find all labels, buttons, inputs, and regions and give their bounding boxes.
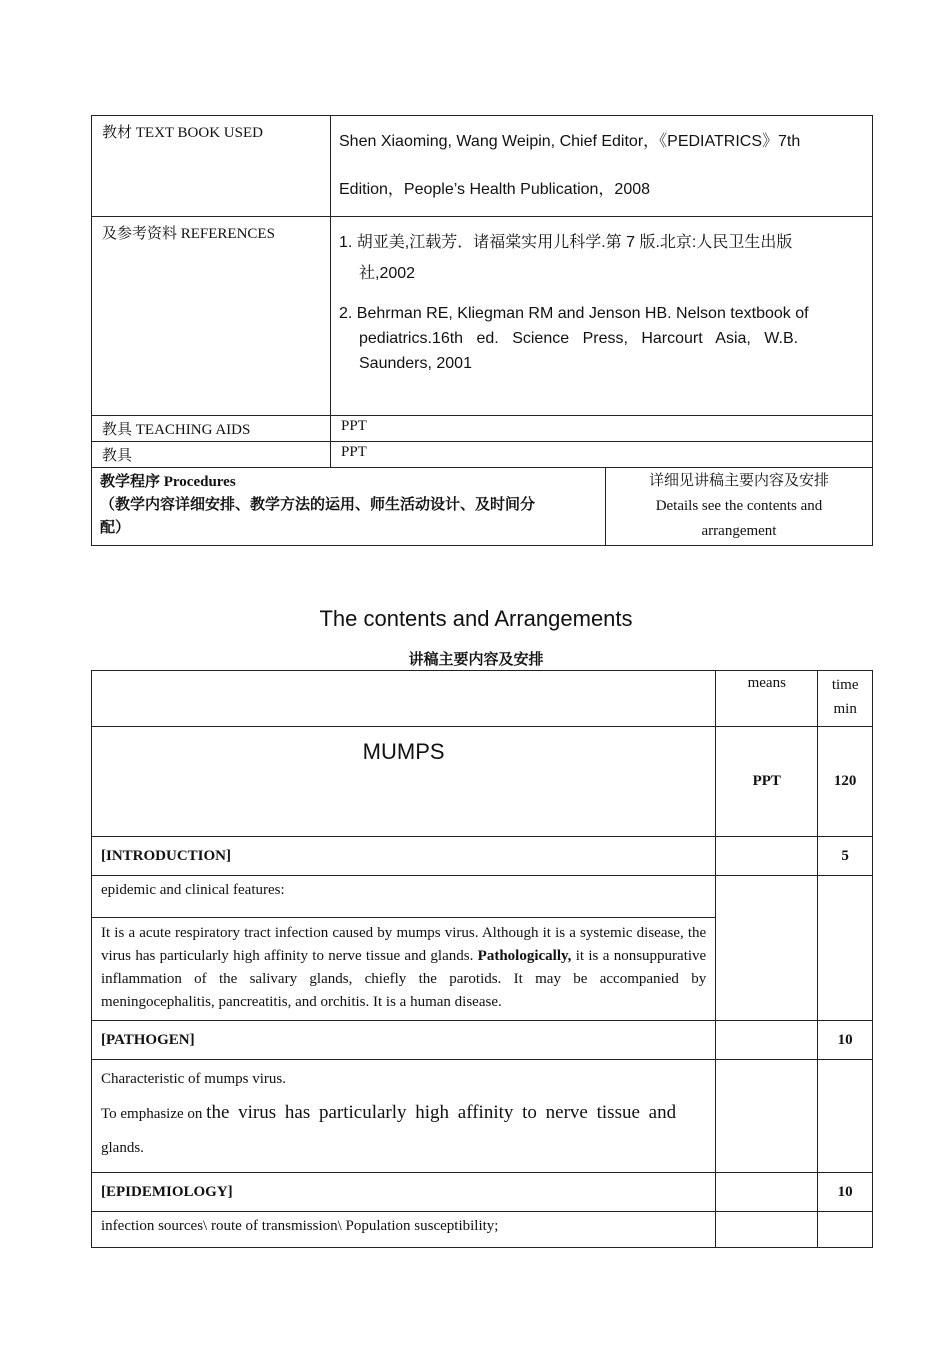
- header-time-label: time: [831, 677, 859, 693]
- introduction-time-cell: [818, 876, 873, 1021]
- procedures-cell: [92, 468, 606, 546]
- reference-2-line-2: pediatrics.16th ed. Science Press, Harcourt Asia, W.B.: [359, 330, 799, 347]
- pathogen-content: [92, 1060, 716, 1173]
- details-line-3: arrangement: [701, 523, 777, 539]
- topic-title: MUMPS: [92, 727, 716, 837]
- details-line-1: 详细见讲稿主要内容及安排: [648, 473, 829, 489]
- section-pathogen-means: [716, 1021, 818, 1060]
- textbook-line-1: Shen Xiaoming, Wang Weipin, Chief Editor，《PEDIATRICS》7th: [339, 133, 801, 150]
- section-introduction: [INTRODUCTION]: [92, 837, 716, 876]
- pathogen-emphasis-lead: To emphasize on: [101, 1106, 207, 1122]
- introduction-means-cell: [716, 876, 818, 1021]
- section-epidemiology: [EPIDEMIOLOGY]: [92, 1173, 716, 1212]
- procedures-details-cell: [606, 468, 873, 546]
- header-means: means: [716, 671, 818, 727]
- pathogen-subtitle: Characteristic of mumps virus.: [101, 1071, 286, 1087]
- topic-time: 120: [818, 727, 873, 837]
- textbook-label: 教材 TEXT BOOK USED: [92, 116, 331, 217]
- procedures-desc-1: （教学内容详细安排、教学方法的运用、师生活动设计、及时间分: [100, 497, 536, 513]
- pathogen-means-cell: [716, 1060, 818, 1173]
- epidemiology-time-cell: [818, 1212, 873, 1248]
- header-blank: [92, 671, 716, 727]
- pathogen-emphasis: [101, 1094, 706, 1133]
- section-pathogen-time: 10: [818, 1021, 873, 1060]
- topic-means: PPT: [716, 727, 818, 837]
- pathogen-time-cell: [818, 1060, 873, 1173]
- references-value: [331, 217, 873, 416]
- pathogen-emphasis-main: the virus has particularly high affinity to nerve tissue and: [206, 1102, 677, 1123]
- introduction-subtitle: epidemic and clinical features:: [92, 876, 716, 918]
- introduction-paragraph: [92, 918, 716, 1021]
- epidemiology-subtitle: infection sources\ route of transmission\ Population susceptibility;: [92, 1212, 716, 1248]
- section-epidemiology-means: [716, 1173, 818, 1212]
- details-line-2: Details see the contents and: [655, 498, 823, 514]
- teaching-aids-2-value: PPT: [331, 442, 873, 468]
- reference-1-line-1: 1. 胡亚美,江载芳．诸福棠实用儿科学.第 7 版.北京:人民卫生出版: [339, 234, 793, 251]
- teaching-aids-2-label: 教具: [92, 442, 331, 468]
- epidemiology-means-cell: [716, 1212, 818, 1248]
- header-time: [818, 671, 873, 727]
- textbook-line-2: Edition，People’s Health Publication，2008: [339, 181, 651, 198]
- contents-title: The contents and Arrangements: [319, 606, 633, 631]
- section-epidemiology-time: 10: [818, 1173, 873, 1212]
- teaching-aids-label: 教具 TEACHING AIDS: [92, 416, 331, 442]
- reference-2: [339, 301, 864, 376]
- teaching-info-table: [91, 115, 873, 546]
- introduction-text-bold: Pathologically,: [477, 948, 572, 964]
- contents-subtitle: 讲稿主要内容及安排: [408, 651, 544, 668]
- procedures-title: 教学程序 Procedures: [100, 474, 236, 490]
- reference-1-line-2: 社,2002: [359, 265, 416, 282]
- reference-2-line-1: 2. Behrman RE, Kliegman RM and Jenson HB. Nelson textbook of: [339, 305, 809, 322]
- teaching-aids-value: PPT: [331, 416, 873, 442]
- section-pathogen: [PATHOGEN]: [92, 1021, 716, 1060]
- section-introduction-means: [716, 837, 818, 876]
- section-introduction-time: 5: [818, 837, 873, 876]
- contents-table: [91, 670, 873, 1248]
- pathogen-emphasis-end: glands.: [101, 1140, 144, 1156]
- textbook-value: [331, 116, 873, 217]
- references-label: 及参考资料 REFERENCES: [92, 217, 331, 416]
- procedures-desc-2: 配）: [100, 520, 131, 536]
- header-time-unit: min: [833, 701, 857, 717]
- introduction-text-a: It is a acute respiratory tract infection caused by mumps virus. Although it is a systemic disease, the virus has particularly high affinity to nerve tissue and glands.: [101, 925, 707, 964]
- reference-2-line-3: Saunders, 2001: [359, 355, 472, 372]
- introduction-text-b: it is a nonsuppurative inflammation of the salivary glands, chiefly the parotids. It may be accompanied by meningocephalitis, pancreatitis, and orchitis. It is a human disease.: [101, 948, 707, 1010]
